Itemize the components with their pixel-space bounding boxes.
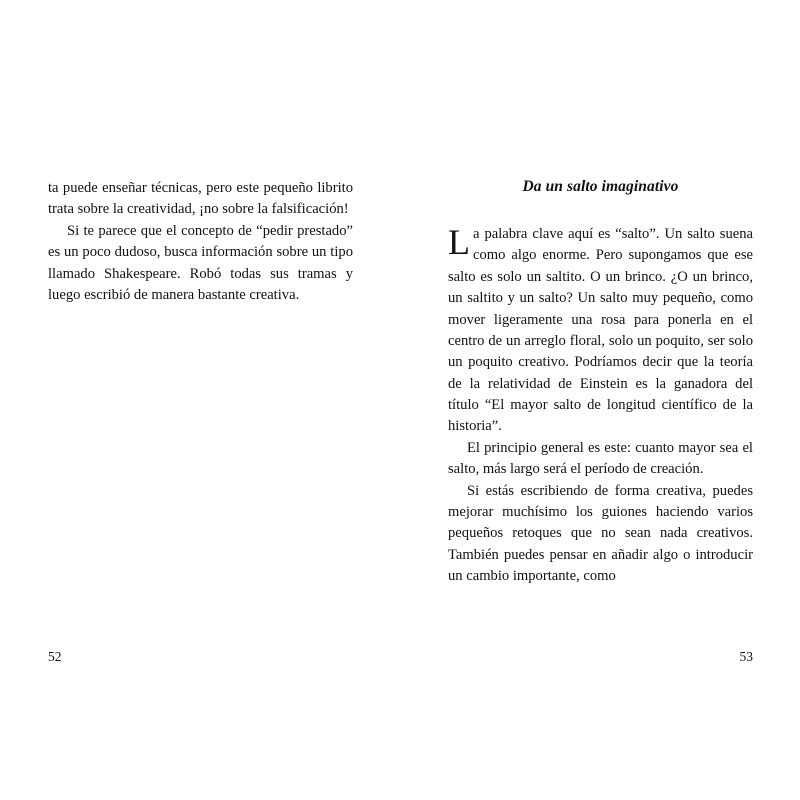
drop-cap-letter: L [448, 222, 470, 262]
paragraph: El principio general es este: cuanto mayor sea el salto, más largo será el período de creación. [448, 439, 753, 478]
left-page-body [48, 178, 353, 306]
right-page-body [448, 224, 753, 587]
paragraph-with-dropcap [448, 224, 753, 438]
paragraph: Si estás escribiendo de forma creativa, puedes mejorar muchísimo los guiones haciendo varios pequeños retoques que no sean nada creativos. También puedes pensar en añadir algo o introducir un cambio importante, como [448, 482, 753, 584]
left-page [48, 178, 353, 678]
paragraph-continuation: ta puede enseñar técnicas, pero este pequeño librito trata sobre la creatividad, ¡no sobre la falsificación! [48, 180, 353, 218]
page-number-left: 52 [48, 649, 62, 664]
paragraph-text: a palabra clave aquí es “salto”. Un salto suena como algo enorme. Pero supongamos que ese salto es solo un saltito. O un brinco. ¿O un brinco, un saltito y un salto? Un salto muy pequeño, como mover ligeramente una rosa para ponerla en el centro de un arreglo floral, solo un poquito, ser solo un poquito creativo. Podríamos decir que la teoría de la relatividad de Einstein es la ganadora del título “El mayor salto de longitud científico de la historia”. [448, 226, 753, 435]
right-page [448, 178, 753, 678]
chapter-title: Da un salto imaginativo [522, 178, 679, 195]
page-number-right: 53 [739, 649, 753, 664]
paragraph: Si te parece que el concepto de “pedir prestado” es un poco dudoso, busca información sobre un tipo llamado Shakespeare. Robó todas sus tramas y luego escribió de manera bastante creativa. [48, 222, 353, 303]
